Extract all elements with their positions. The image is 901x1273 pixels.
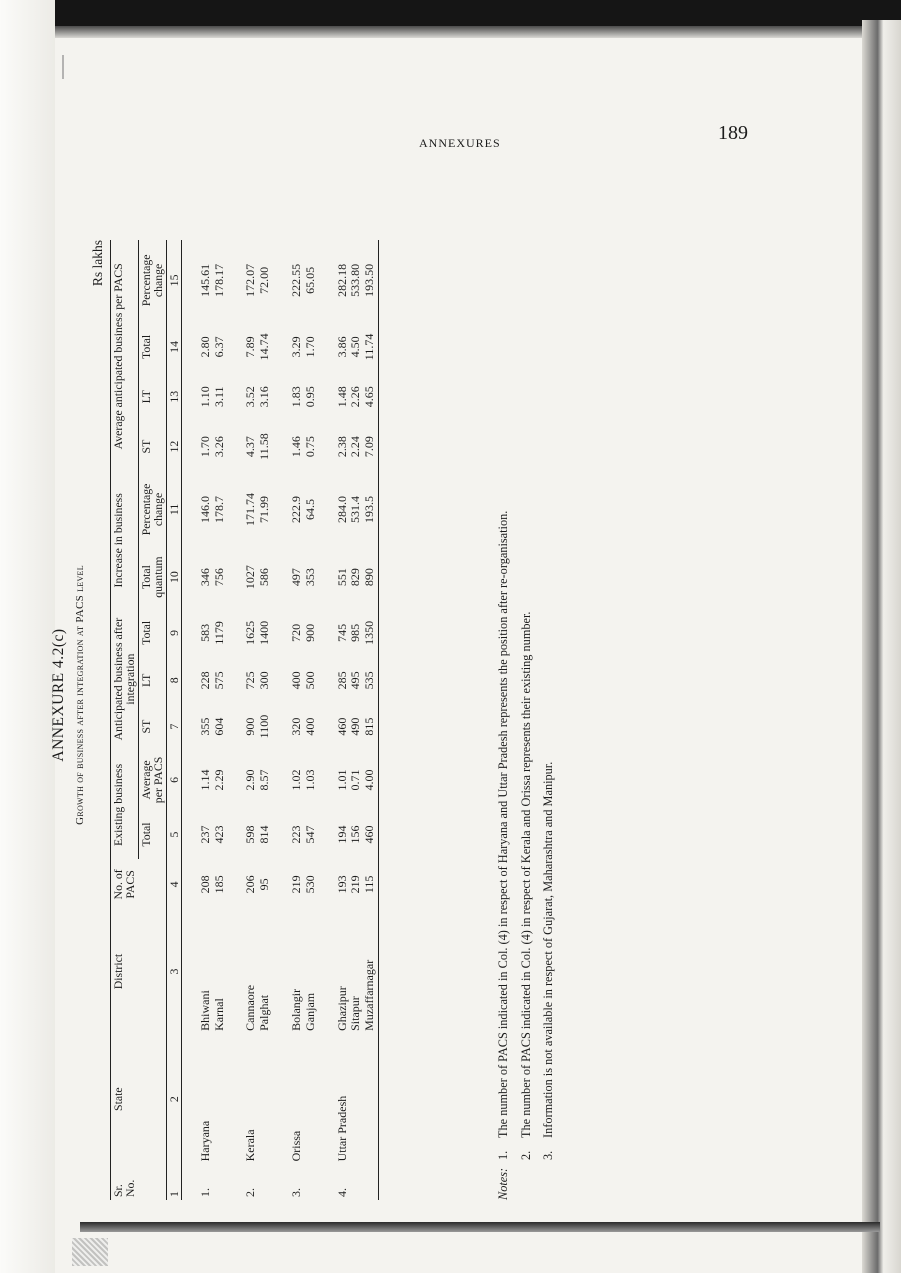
sr-no-cell: 3.	[289, 1188, 304, 1197]
cell-value: 1.03	[302, 769, 317, 791]
cell-value: 115	[362, 875, 377, 894]
state-cell: Uttar Pradesh	[334, 1095, 349, 1162]
cell-value: 145.61	[197, 263, 212, 297]
pacs-cell	[198, 859, 228, 909]
column-number: 7	[166, 703, 181, 750]
cell-value: 814	[257, 825, 272, 844]
anticipated-st-cell	[289, 703, 319, 750]
anticipated-lt-cell	[289, 658, 319, 703]
cell-value: 598	[243, 825, 258, 844]
cell-value: 194	[334, 825, 349, 844]
cell-value: 146.0	[197, 495, 212, 523]
cell-value: 3.11	[211, 386, 226, 408]
table-row	[335, 240, 379, 1200]
cell-value: 890	[362, 568, 377, 587]
units-label: Rs lakhs	[90, 240, 105, 287]
anticipated-total-cell	[289, 608, 319, 658]
pacs-cell	[289, 859, 319, 909]
cell-value: 500	[302, 671, 317, 690]
cell-value: 0.71	[348, 769, 363, 791]
cell-value: 497	[289, 568, 304, 587]
col-state: State	[111, 1034, 167, 1165]
anticipated-total-cell	[335, 608, 379, 658]
note-number: 1.	[496, 1150, 510, 1160]
cell-value: Bhiwani	[197, 990, 212, 1031]
cell-value: 64.5	[302, 498, 317, 520]
cell-value: 985	[348, 623, 363, 642]
state-cell: Haryana	[197, 1120, 212, 1162]
cell-value: 3.26	[211, 436, 226, 458]
district-cell	[289, 909, 319, 1034]
cell-value: 2.29	[211, 769, 226, 791]
note-item	[515, 240, 538, 1200]
cell-value: 547	[302, 825, 317, 844]
cell-value: 7.89	[243, 336, 258, 358]
annexure-title: ANNEXURE 4.2(c)	[50, 628, 67, 762]
cell-value: 193.5	[362, 495, 377, 523]
col-no-of-pacs: No. of PACS	[111, 859, 167, 909]
note-text: The number of PACS indicated in Col. (4) in respect of Kerala and Orissa represents their existing number.	[518, 611, 533, 1138]
cell-value: 171.74	[243, 492, 258, 526]
col-increase-in-business: Increase in business	[111, 473, 139, 608]
existing-total-cell	[243, 810, 273, 860]
anticipated-total-cell	[243, 608, 273, 658]
column-number: 10	[166, 546, 181, 608]
increase-percentage-cell	[289, 473, 319, 547]
cell-value: 222.55	[289, 263, 304, 297]
cell-value: 1179	[211, 621, 226, 645]
existing-average-cell	[335, 750, 379, 809]
book-binding-edge	[862, 20, 901, 1273]
cell-value: 219	[348, 875, 363, 894]
cell-value: 1.83	[289, 386, 304, 408]
cell-value: 206	[243, 875, 258, 894]
cell-value: Bolangir	[289, 988, 304, 1031]
table-row	[289, 240, 319, 1200]
average-total-cell	[243, 321, 273, 373]
cell-value: 720	[289, 623, 304, 642]
note-text: The number of PACS indicated in Col. (4) in respect of Haryana and Uttar Pradesh represents the position after re-organisation.	[496, 510, 510, 1138]
existing-average-cell	[243, 750, 273, 809]
note-number: 2.	[518, 1150, 533, 1160]
cell-value: 72.00	[257, 266, 272, 294]
cell-value: 185	[211, 875, 226, 894]
cell-value: 1400	[257, 620, 272, 645]
state-cell: Kerala	[243, 1129, 258, 1162]
average-st-cell	[198, 420, 228, 472]
col-average-st: ST	[138, 439, 153, 454]
cell-value: 490	[348, 717, 363, 736]
col-anticipated-lt: LT	[138, 673, 153, 687]
col-existing-business: Existing business	[111, 750, 139, 859]
cell-value: 3.29	[289, 336, 304, 358]
anticipated-st-cell	[335, 703, 379, 750]
cell-value: 460	[362, 825, 377, 844]
column-number: 4	[166, 859, 181, 909]
table-body	[181, 240, 381, 1200]
note-item	[492, 240, 515, 1200]
column-number: 5	[166, 810, 181, 860]
column-number-row	[166, 240, 181, 1200]
col-average-percentage: Percentage change	[138, 254, 166, 307]
cell-value: 282.18	[334, 263, 349, 297]
average-total-cell	[335, 321, 379, 373]
cell-value: 829	[348, 568, 363, 587]
increase-percentage-cell	[335, 473, 379, 547]
running-head: ANNEXURES	[419, 136, 501, 150]
cell-value: 575	[211, 671, 226, 690]
col-anticipated-business: Anticipated business after integration	[111, 608, 139, 750]
cell-value: 172.07	[243, 263, 258, 297]
cell-value: 3.16	[257, 386, 272, 408]
cell-value: 1.70	[302, 336, 317, 358]
cell-value: 4.00	[362, 769, 377, 791]
cell-value: 1.70	[197, 436, 212, 458]
note-item	[537, 240, 560, 1200]
cell-value: 1.01	[334, 769, 349, 791]
cell-value: 530	[302, 875, 317, 894]
cell-value: 583	[197, 623, 212, 642]
cell-value: 423	[211, 825, 226, 844]
cell-value: 178.7	[211, 495, 226, 523]
table-row	[198, 240, 228, 1200]
cell-value: 2.80	[197, 336, 212, 358]
column-number: 12	[166, 420, 181, 472]
cell-value: 531.4	[348, 495, 363, 523]
average-lt-cell	[289, 373, 319, 420]
cell-value: 0.75	[302, 436, 317, 458]
col-anticipated-total: Total	[138, 620, 153, 645]
scan-top-shadow	[55, 26, 901, 38]
cell-value: 156	[348, 825, 363, 844]
column-number: 13	[166, 373, 181, 420]
col-increase-percentage: Percentage change	[138, 483, 166, 536]
existing-total-cell	[335, 810, 379, 860]
col-increase-total-quantum: Total quantum	[138, 556, 166, 598]
cell-value: 1.10	[197, 386, 212, 408]
row-spacer	[273, 240, 289, 1200]
cell-value: 8.57	[257, 769, 272, 791]
pacs-business-table	[110, 240, 381, 1200]
cell-value: 551	[334, 568, 349, 587]
cell-value: 1.48	[334, 386, 349, 408]
cell-value: 4.65	[362, 386, 377, 408]
cell-value: Karnal	[211, 998, 226, 1031]
column-number: 6	[166, 750, 181, 809]
cell-value: 4.50	[348, 336, 363, 358]
existing-average-cell	[198, 750, 228, 809]
cell-value: 346	[197, 568, 212, 587]
cell-value: 11.74	[362, 333, 377, 361]
cell-value: 353	[302, 568, 317, 587]
cell-value: 495	[348, 671, 363, 690]
cell-value: 2.90	[243, 769, 258, 791]
cell-value: 237	[197, 825, 212, 844]
cell-value: 320	[289, 717, 304, 736]
cell-value: 193	[334, 875, 349, 894]
average-percentage-cell	[243, 240, 273, 321]
average-st-cell	[289, 420, 319, 472]
column-number: 15	[166, 240, 181, 321]
note-number: 3.	[541, 1150, 556, 1160]
cell-value: 900	[243, 717, 258, 736]
sr-no-cell: 4.	[334, 1188, 349, 1197]
scan-top-border	[55, 0, 901, 26]
cell-value: 1.02	[289, 769, 304, 791]
average-total-cell	[198, 321, 228, 373]
cell-value: 3.52	[243, 386, 258, 408]
column-number: 3	[166, 909, 181, 1034]
col-average-lt: LT	[138, 390, 153, 404]
cell-value: Sitapur	[348, 996, 363, 1031]
cell-value: 756	[211, 568, 226, 587]
cell-value: 285	[334, 671, 349, 690]
table-bottom-rule	[379, 240, 382, 1200]
cell-value: 300	[257, 671, 272, 690]
cell-value: 228	[197, 671, 212, 690]
cell-value: 1.46	[289, 436, 304, 458]
scan-bottom-border	[80, 1222, 880, 1232]
cell-value: 7.09	[362, 436, 377, 458]
col-average-total: Total	[138, 334, 153, 359]
existing-total-cell	[198, 810, 228, 860]
average-percentage-cell	[289, 240, 319, 321]
cell-value: 2.38	[334, 436, 349, 458]
row-spacer	[181, 240, 198, 1200]
col-anticipated-st: ST	[138, 719, 153, 734]
cell-value: 1027	[243, 565, 258, 590]
district-cell	[243, 909, 273, 1034]
cell-value: 400	[289, 671, 304, 690]
average-total-cell	[289, 321, 319, 373]
pacs-cell	[243, 859, 273, 909]
cell-value: 95	[257, 878, 272, 891]
sr-no-cell: 2.	[243, 1188, 258, 1197]
cell-value: Cannaore	[243, 984, 258, 1031]
increase-total-cell	[289, 546, 319, 608]
cell-value: 815	[362, 717, 377, 736]
cell-value: Palghat	[257, 994, 272, 1031]
average-st-cell	[243, 420, 273, 472]
increase-percentage-cell	[243, 473, 273, 547]
cell-value: 533.80	[348, 263, 363, 297]
cell-value: 222.9	[289, 495, 304, 523]
cell-value: 4.37	[243, 436, 258, 458]
cell-value: 219	[289, 875, 304, 894]
column-number: 1	[166, 1164, 181, 1200]
increase-percentage-cell	[198, 473, 228, 547]
col-sr-no: Sr. No.	[111, 1164, 167, 1200]
cell-value: 284.0	[334, 495, 349, 523]
cell-value: 586	[257, 568, 272, 587]
cell-value: Muzaffarnagar	[362, 959, 377, 1031]
cell-value: 71.99	[257, 495, 272, 523]
page-number: 189	[718, 122, 748, 144]
cell-value: 1625	[243, 620, 258, 645]
table-row	[243, 240, 273, 1200]
anticipated-lt-cell	[198, 658, 228, 703]
cell-value: 2.24	[348, 436, 363, 458]
cell-value: 460	[334, 717, 349, 736]
column-number: 9	[166, 608, 181, 658]
cell-value: 11.58	[257, 433, 272, 460]
average-lt-cell	[198, 373, 228, 420]
average-lt-cell	[335, 373, 379, 420]
cell-value: 193.50	[362, 263, 377, 297]
header-row-1	[111, 240, 139, 1200]
sr-no-cell: 1.	[197, 1188, 212, 1197]
scan-left-margin	[0, 0, 55, 1273]
row-spacer	[227, 240, 243, 1200]
anticipated-lt-cell	[243, 658, 273, 703]
cell-value: 178.17	[211, 263, 226, 297]
col-existing-total: Total	[138, 822, 153, 847]
pacs-cell	[335, 859, 379, 909]
district-cell	[198, 909, 228, 1034]
cell-value: 535	[362, 671, 377, 690]
cell-value: 0.95	[302, 386, 317, 408]
cell-value: 355	[197, 717, 212, 736]
scan-corner-mark	[72, 1238, 108, 1266]
existing-average-cell	[289, 750, 319, 809]
average-lt-cell	[243, 373, 273, 420]
anticipated-lt-cell	[335, 658, 379, 703]
average-percentage-cell	[198, 240, 228, 321]
cell-value: 745	[334, 623, 349, 642]
state-cell: Orissa	[289, 1130, 304, 1162]
anticipated-st-cell	[243, 703, 273, 750]
cell-value: 3.86	[334, 336, 349, 358]
cell-value: Ghazipur	[334, 986, 349, 1031]
increase-total-cell	[243, 546, 273, 608]
existing-total-cell	[289, 810, 319, 860]
cell-value: 65.05	[302, 266, 317, 294]
column-number: 11	[166, 473, 181, 547]
cell-value: 400	[302, 717, 317, 736]
average-percentage-cell	[335, 240, 379, 321]
increase-total-cell	[335, 546, 379, 608]
col-average-anticipated: Average anticipated business per PACS	[111, 240, 139, 473]
col-district: District	[111, 909, 167, 1034]
average-st-cell	[335, 420, 379, 472]
cell-value: 1350	[362, 620, 377, 645]
cell-value: Ganjam	[302, 992, 317, 1031]
rotated-annexure	[50, 190, 590, 1200]
cell-value: 1100	[257, 714, 272, 739]
note-text: Information is not available in respect of Gujarat, Maharashtra and Manipur.	[541, 761, 556, 1138]
cell-value: 900	[302, 623, 317, 642]
cell-value: 223	[289, 825, 304, 844]
row-spacer	[319, 240, 335, 1200]
cell-value: 208	[197, 875, 212, 894]
district-cell	[335, 909, 379, 1034]
increase-total-cell	[198, 546, 228, 608]
anticipated-st-cell	[198, 703, 228, 750]
cell-value: 1.14	[197, 769, 212, 791]
annexure-subtitle: Growth of business after integration at PACS level	[74, 565, 86, 825]
binding-mark	[62, 55, 82, 79]
cell-value: 725	[243, 671, 258, 690]
notes-label: Notes:	[496, 1167, 510, 1200]
cell-value: 604	[211, 717, 226, 736]
col-existing-average: Average per PACS	[138, 756, 166, 804]
cell-value: 6.37	[211, 336, 226, 358]
cell-value: 14.74	[257, 333, 272, 361]
notes-block	[492, 240, 560, 1200]
column-number: 14	[166, 321, 181, 373]
anticipated-total-cell	[198, 608, 228, 658]
column-number: 8	[166, 658, 181, 703]
cell-value: 2.26	[348, 386, 363, 408]
column-number: 2	[166, 1034, 181, 1165]
